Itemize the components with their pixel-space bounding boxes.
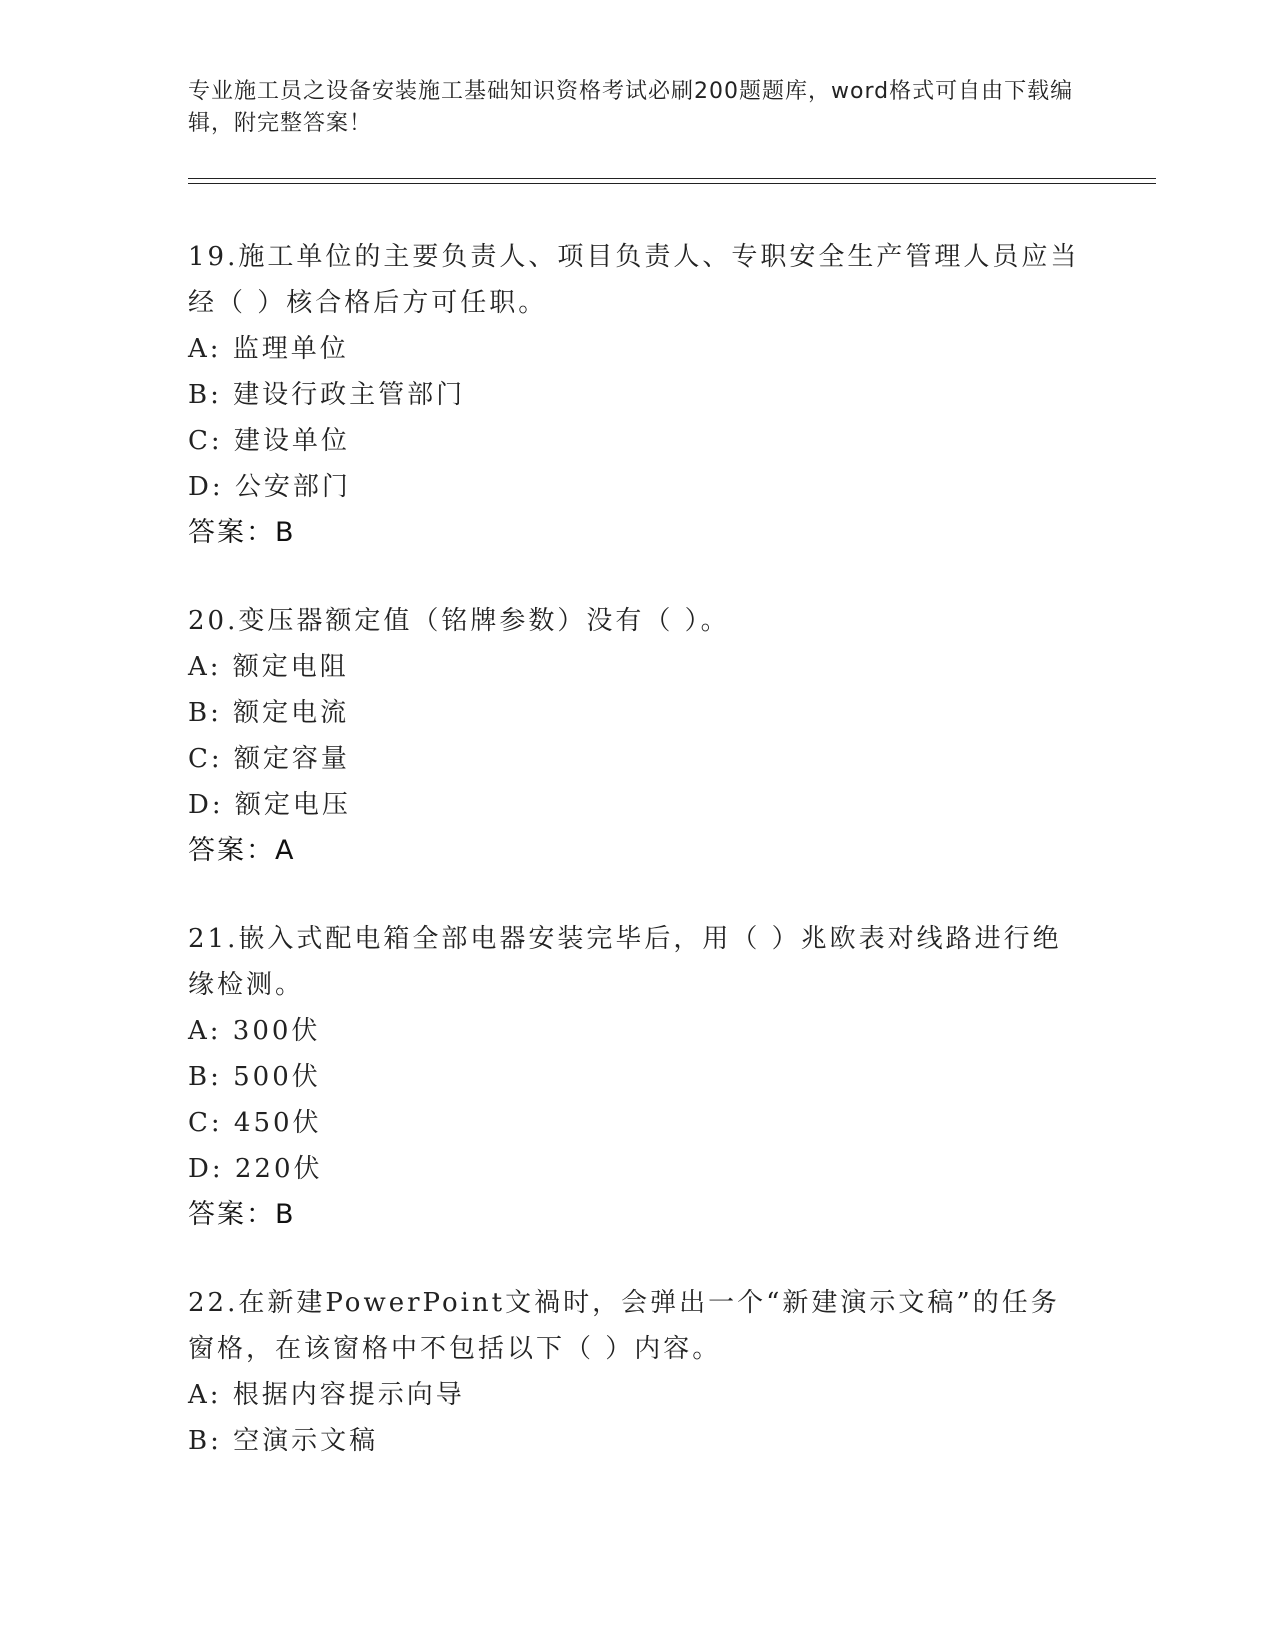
option-a: A: 监理单位 — [188, 334, 349, 364]
option-c: C: 建设单位 — [188, 426, 350, 456]
question-stem: 21.嵌入式配电箱全部电器安装完毕后，用（ ）兆欧表对线路进行绝缘检测。 — [188, 924, 1062, 1000]
question-22 — [188, 1280, 1088, 1464]
option-d: D: 额定电压 — [188, 790, 351, 820]
option-c: C: 额定容量 — [188, 744, 350, 774]
question-19 — [188, 234, 1088, 556]
header-divider-top — [188, 178, 1156, 179]
option-a: A: 额定电阻 — [188, 652, 349, 682]
option-b: B: 建设行政主管部门 — [188, 380, 466, 410]
document-header: 专业施工员之设备安装施工基础知识资格考试必刷200题题库，word格式可自由下载编辑，附完整答案！ — [188, 79, 1074, 136]
option-a: A: 根据内容提示向导 — [188, 1380, 465, 1410]
answer-text: 答案：B — [188, 517, 296, 548]
question-list — [188, 234, 1088, 1506]
option-a: A: 300伏 — [188, 1016, 321, 1046]
question-stem: 20.变压器额定值（铭牌参数）没有（ ）。 — [188, 606, 730, 636]
question-21 — [188, 916, 1088, 1238]
answer-text: 答案：B — [188, 1199, 296, 1230]
option-b: B: 额定电流 — [188, 698, 350, 728]
option-d: D: 公安部门 — [188, 472, 351, 502]
option-d: D: 220伏 — [188, 1154, 323, 1184]
header-divider-bottom — [188, 183, 1156, 184]
option-b: B: 空演示文稿 — [188, 1426, 379, 1456]
question-stem: 22.在新建PowerPoint文禍时，会弹出一个“新建演示文稿”的任务窗格，在该窗格中不包括以下（ ）内容。 — [188, 1288, 1060, 1364]
question-20 — [188, 598, 1088, 874]
option-b: B: 500伏 — [188, 1062, 321, 1092]
question-stem: 19.施工单位的主要负责人、项目负责人、专职安全生产管理人员应当经（ ）核合格后方可任职。 — [188, 242, 1080, 318]
option-c: C: 450伏 — [188, 1108, 322, 1138]
answer-text: 答案：A — [188, 835, 296, 866]
